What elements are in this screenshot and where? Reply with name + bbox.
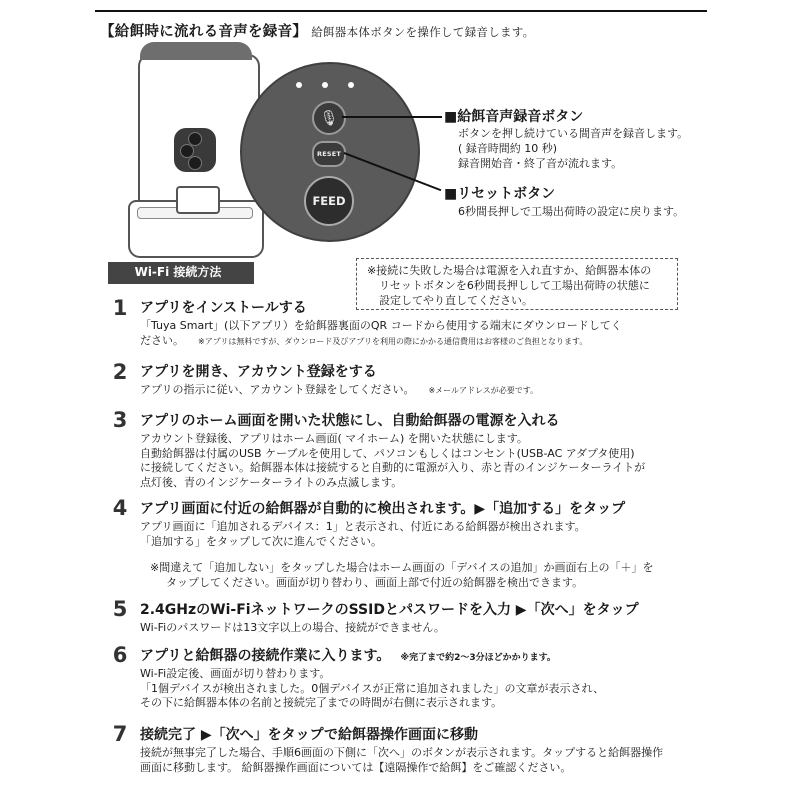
feed-button: FEED	[304, 176, 354, 226]
callout-line: ( 録音時間約 10 秒)	[458, 142, 558, 155]
step-line: 画面に移動します。 給餌器操作画面については【遠隔操作で給餌】をご確認ください。	[140, 760, 572, 774]
step-title: 2.4GHzのWi-FiネットワークのSSIDとパスワードを入力 ▶「次へ」をタップ	[140, 602, 639, 618]
step-line: 接続が無事完了した場合、手順6画面の下側に「次へ」のボタンが表示されます。タップすると給餌器操作	[140, 746, 664, 759]
step-number: 7	[112, 722, 128, 746]
step-line: 「1個デバイスが検出されました。0個デバイスが正常に追加されました」の文章が表示され、	[140, 681, 605, 695]
step-line: 「Tuya Smart」(以下アプリ）を給餌器裏面のQR コードから使用する端末にダウンロードしてく	[140, 319, 622, 332]
record-leader-line	[342, 116, 442, 118]
step-line: アプリの指示に従い、アカウント登録をしてください。	[140, 383, 415, 396]
step-number: 2	[112, 360, 128, 384]
step-body	[140, 319, 622, 349]
step-body: Wi-Fiのパスワードは13文字以上の場合、接続ができません。	[140, 621, 445, 634]
step-line	[140, 334, 622, 350]
notice-line: リセットボタンを6秒間長押しして工場出荷時の状態に	[379, 279, 650, 292]
section-title	[100, 20, 534, 41]
record-callout-title: ■給餌音声録音ボタン	[444, 109, 584, 125]
indicator-led	[348, 82, 354, 88]
indicator-led	[296, 82, 302, 88]
notice-line: ※接続に失敗した場合は電源を入れ直すか、給餌器本体の	[367, 264, 652, 277]
step-line: に接続してください。給餌器本体は接続すると自動的に電源が入り、赤と青のインジケーターライトが	[140, 461, 646, 474]
section-title-text: 【給餌時に流れる音声を録音】	[100, 24, 308, 40]
reset-callout-text: 6秒間長押しで工場出荷時の設定に戻ります。	[458, 205, 685, 218]
step-number: 4	[112, 496, 128, 520]
microphone-icon: 🎙	[319, 109, 339, 127]
callout-line: ボタンを押し続けている間音声を録音します。	[458, 127, 689, 140]
wifi-section-title: Wi-Fi 接続方法	[134, 265, 222, 279]
step-line: 自動給餌器は付属のUSB ケーブルを使用して、パソコンもしくはコンセント(USB-AC アダプタ使用)	[140, 446, 635, 460]
panel-dot	[188, 156, 202, 170]
retry-notice	[356, 258, 678, 310]
record-button	[312, 101, 346, 135]
step-line: アカウント登録後、アプリはホーム画面( マイホーム) を開いた状態にします。	[140, 432, 528, 445]
feeder-lid	[140, 42, 252, 60]
step-note: ※メールアドレスが必要です。	[428, 386, 539, 395]
step-title-text: アプリと給餌器の接続作業に入ります。	[140, 648, 391, 664]
step-title	[140, 645, 556, 665]
step-note: ※アプリは無料ですが、ダウンロード及びアプリを利用の際にかかる通信費用はお客様のご負担となります。	[198, 336, 588, 346]
step-body	[140, 667, 604, 711]
section-subtitle: 給餌器本体ボタンを操作して録音します。	[311, 25, 535, 39]
step-title: 接続完了 ▶「次へ」をタップで給餌器操作画面に移動	[140, 727, 479, 743]
step-number: 5	[112, 597, 128, 621]
step-line: タップしてください。画面が切り替わり、画面上部で付近の給餌器を検出できます。	[166, 575, 584, 589]
callout-line: 録音開始音・終了音が流れます。	[458, 157, 623, 170]
notice-line: 設定してやり直してください。	[379, 294, 533, 307]
step-body	[140, 432, 645, 490]
record-callout-text	[458, 126, 688, 171]
reset-callout-title: ■リセットボタン	[444, 186, 556, 202]
step-body	[140, 746, 663, 775]
step-line: Wi-Fi設定後、画面が切り替わります。	[140, 667, 331, 680]
step-title: アプリを開き、アカウント登録をする	[140, 364, 377, 380]
step-line-text: ださい。	[140, 333, 184, 347]
step-title: アプリ画面に付近の給餌器が自動的に検出されます。▶「追加する」をタップ	[140, 501, 626, 517]
step-body	[140, 383, 538, 399]
step-line: その下に給餌器本体の名前と接続完了までの時間が右側に表示されます。	[140, 696, 503, 709]
feeder-outlet	[176, 186, 220, 214]
feeder-button-panel	[174, 128, 216, 172]
step-line: 「追加する」をタップして次に進んでください。	[140, 534, 382, 548]
step-title: アプリをインストールする	[140, 300, 307, 316]
step-number: 6	[112, 643, 128, 667]
step-extra-note	[150, 561, 653, 590]
step-number: 1	[112, 296, 128, 320]
step-line: ※間違えて「追加しない」をタップした場合はホーム画面の「デバイスの追加」か画面右上の「＋」を	[150, 561, 654, 574]
step-title-note: ※完了まで約2〜3分ほどかかります。	[400, 653, 556, 663]
step-title: アプリのホーム画面を開いた状態にし、自動給餌器の電源を入れる	[140, 413, 560, 429]
step-body	[140, 520, 586, 549]
step-number: 3	[112, 408, 128, 432]
top-rule	[95, 10, 707, 12]
step-line: アプリ画面に「追加されるデバイス：1」と表示され、付近にある給餌器が検出されます。	[140, 520, 586, 533]
step-line: 点灯後、青のインジケーターライトのみ点滅します。	[140, 475, 403, 489]
wifi-section-rule	[108, 282, 254, 284]
reset-button: RESET	[312, 141, 346, 167]
indicator-led	[322, 82, 328, 88]
